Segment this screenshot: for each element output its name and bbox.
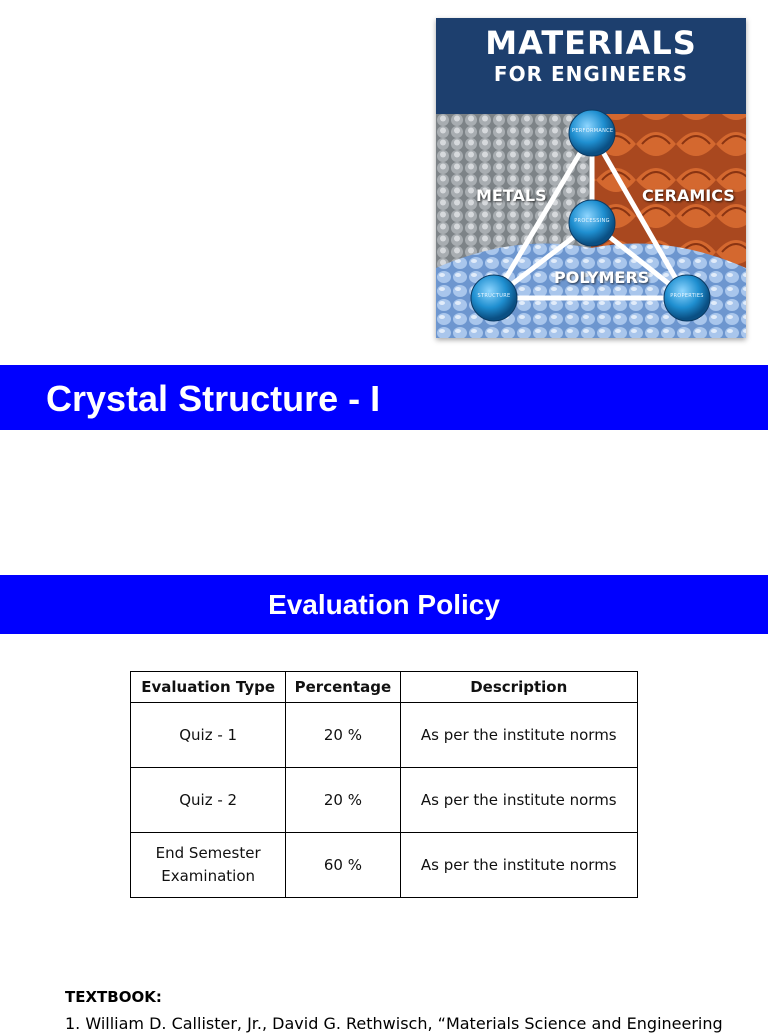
column-header-percentage: Percentage [286,672,400,703]
percentage-cell: 20 % [286,703,400,768]
ceramics-label: CERAMICS [642,186,735,205]
evaluation-table [130,671,638,898]
structure-node-label: STRUCTURE [477,293,511,299]
polymers-label: POLYMERS [554,268,650,287]
textbook-heading: TEXTBOOK: [65,988,162,1006]
section-title-banner [0,575,768,634]
description-cell: As per the institute norms [400,703,637,768]
table-row [131,768,638,833]
book-title-line2: FOR ENGINEERS [493,62,689,86]
section-title: Evaluation Policy [268,589,500,620]
percentage-cell: 20 % [286,768,400,833]
evaluation-type-cell: End Semester Examination [131,833,286,898]
table-row [131,833,638,898]
evaluation-type-cell: Quiz - 2 [131,768,286,833]
table-row [131,703,638,768]
properties-node-label: PROPERTIES [670,293,704,299]
performance-node-label: PERFORMANCE [572,128,614,134]
description-cell: As per the institute norms [400,768,637,833]
metals-label: METALS [476,186,547,205]
table-header-row [131,672,638,703]
processing-node-label: PROCESSING [574,218,610,224]
percentage-cell: 60 % [286,833,400,898]
textbook-reference: 1. William D. Callister, Jr., David G. Rethwisch, “Materials Science and Engineering [65,1014,723,1033]
slide-title: Crystal Structure - I [46,378,381,419]
column-header-evaluation-type: Evaluation Type [131,672,286,703]
book-cover-image [436,18,746,338]
slide-title-banner [0,365,768,430]
book-title [436,24,746,86]
evaluation-type-cell: Quiz - 1 [131,703,286,768]
book-title-line1: MATERIALS [485,24,697,62]
description-cell: As per the institute norms [400,833,637,898]
column-header-description: Description [400,672,637,703]
